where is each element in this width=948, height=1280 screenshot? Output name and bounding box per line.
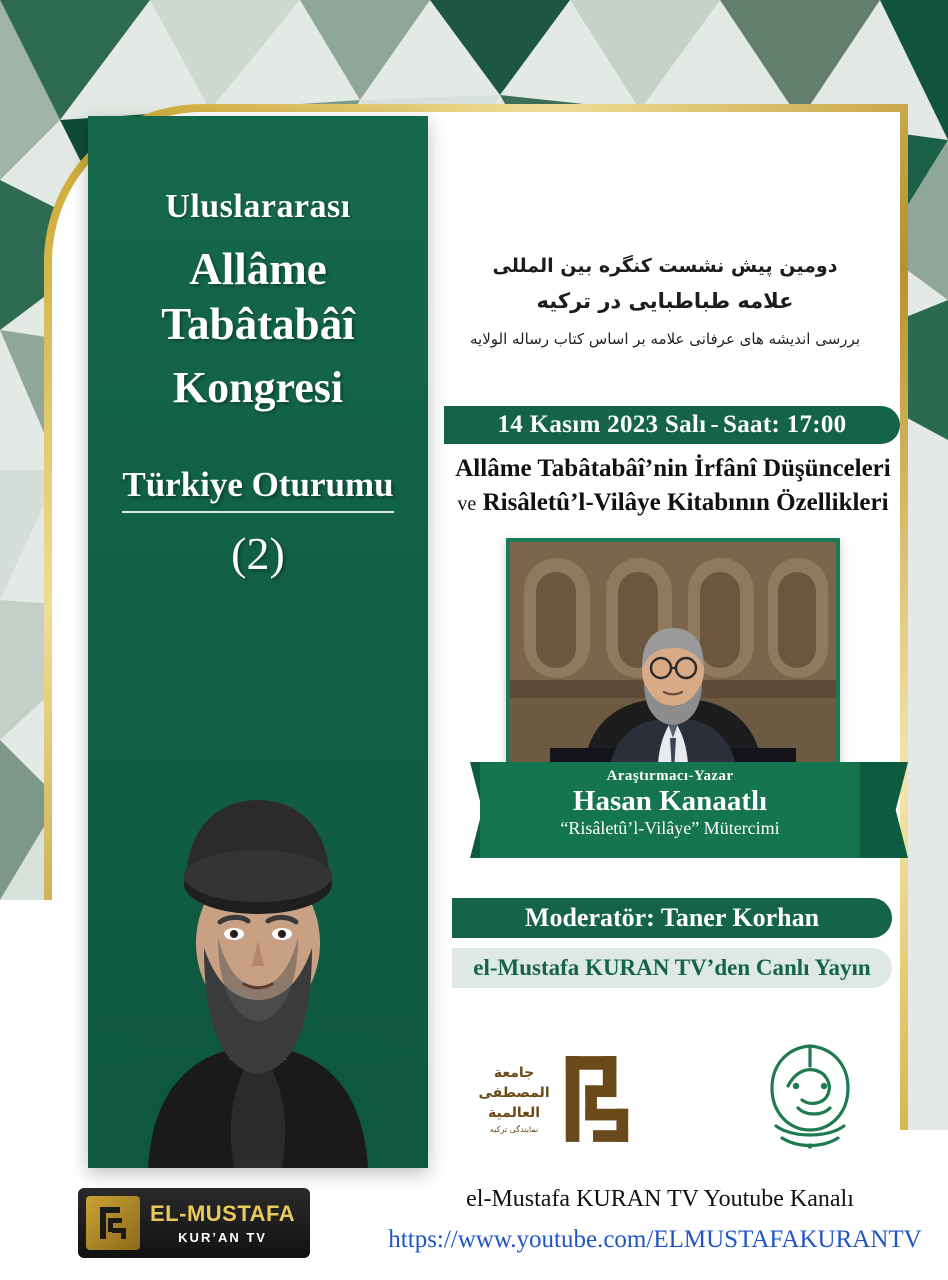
al-mustafa-mark-icon (556, 1047, 638, 1151)
event-time: Saat: 17:00 (723, 411, 847, 438)
banner-line-3: Kongresi (172, 362, 344, 412)
persian-line-3: بررسی اندیشه های عرفانی علامه بر اساس کتاب رساله الولایه (469, 329, 860, 348)
date-separator: - (710, 411, 720, 438)
event-date-ribbon (444, 406, 900, 444)
logo-ar-line-1: جامعة (493, 1064, 535, 1081)
badge-logo-icon (86, 1196, 140, 1250)
persian-line-1: دومین پیش نشست کنگره بین المللی (492, 255, 838, 277)
youtube-url[interactable]: https://www.youtube.com/ELMUSTAFAKURANTV (388, 1226, 922, 1253)
al-mustafa-logo-text (478, 1063, 550, 1135)
speaker-role: Araştırmacı-Yazar (606, 768, 734, 784)
badge-subtitle: KUR’AN TV (178, 1230, 267, 1245)
badge-title: EL-MUSTAFA (150, 1201, 296, 1226)
topic-line-1: Allâme Tabâtabâî’nin İrfânî Düşünceleri (455, 455, 891, 482)
left-title-banner (88, 116, 428, 1168)
calligraphy-logo-icon (742, 1034, 878, 1162)
scholar-portrait (108, 688, 408, 1168)
event-date: 14 Kasım 2023 Salı (497, 411, 707, 438)
speaker-subtitle: “Risâletû’l-Vilâye” Mütercimi (560, 818, 780, 839)
banner-line-5: (2) (231, 527, 285, 579)
el-mustafa-tv-badge (78, 1188, 310, 1258)
moderator-bar: Moderatör: Taner Korhan (452, 898, 892, 938)
logo-ar-line-4: نمایندگی ترکیه (489, 1124, 539, 1134)
topic-connector: ve (457, 492, 477, 515)
logo-ar-line-2: المصطفى (478, 1085, 550, 1102)
broadcast-bar: el-Mustafa KURAN TV’den Canlı Yayın (452, 948, 892, 988)
persian-line-2: علامه طباطبایی در ترکیه (536, 289, 794, 314)
event-topic (418, 452, 928, 520)
banner-line-2: Allâme Tabâtabâî (161, 244, 355, 349)
banner-line-4: Türkiye Oturumu (122, 465, 393, 513)
speaker-photo (506, 538, 840, 792)
badge-text (150, 1201, 295, 1245)
al-mustafa-logo (478, 1038, 638, 1160)
logo-ar-line-3: العالمية (488, 1105, 541, 1122)
speaker-name: Hasan Kanaatlı (572, 785, 768, 817)
speaker-name-ribbon (480, 762, 860, 858)
banner-line-1: Uluslararası (165, 188, 351, 225)
persian-heading-block (430, 250, 900, 353)
topic-line-2: Risâletû’l-Vilâye Kitabının Özellikleri (482, 488, 889, 516)
youtube-channel-label: el-Mustafa KURAN TV Youtube Kanalı (466, 1186, 854, 1212)
